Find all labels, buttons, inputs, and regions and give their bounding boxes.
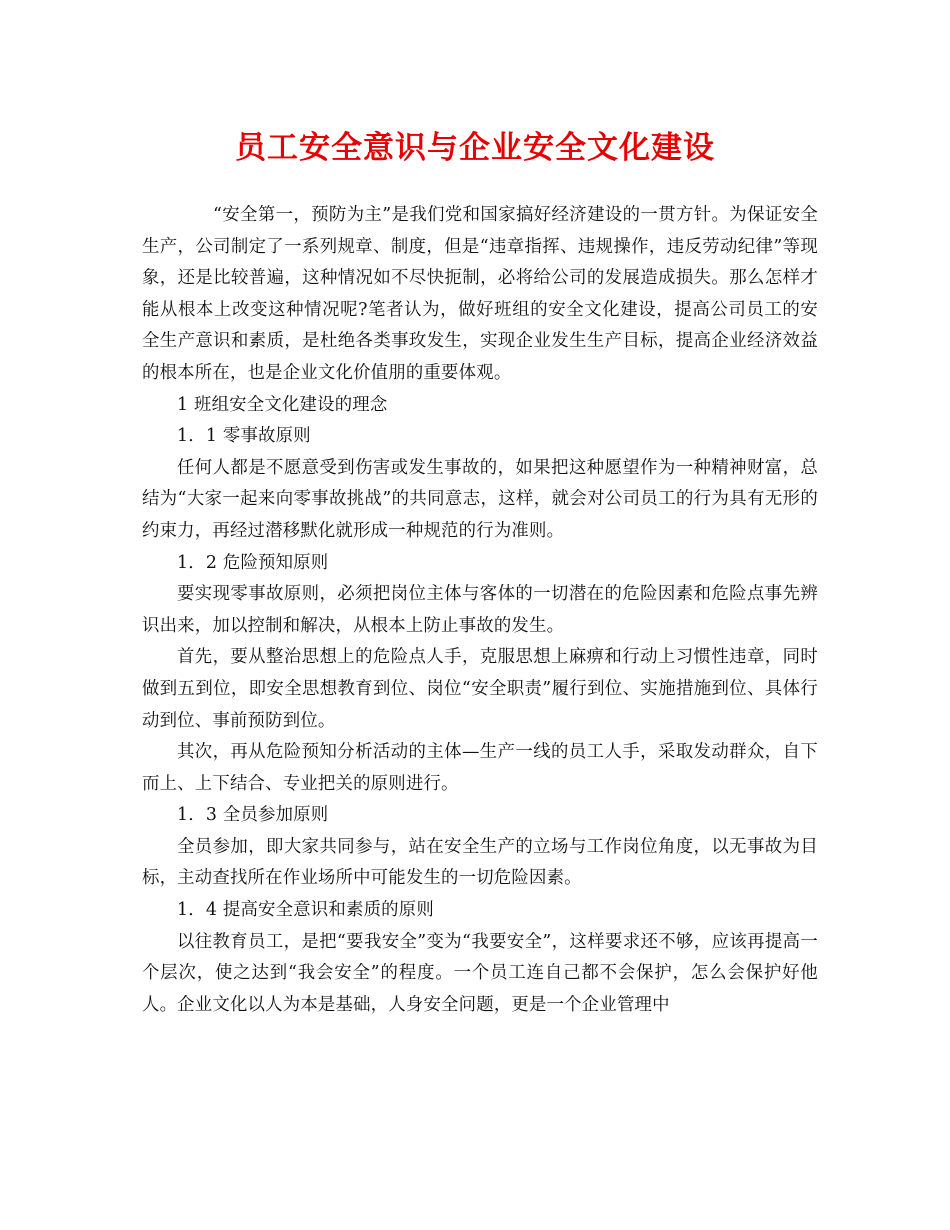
paragraph: 其次，再从危险预知分析活动的主体—生产一线的员工人手，采取发动群众，自下而上、上下结合、专业把关的原则进行。 — [142, 742, 818, 794]
subsection-heading-1-3: 1．3 全员参加原则 — [177, 805, 329, 826]
paragraph: 任何人都是不愿意受到伤害或发生事故的，如果把这种愿望作为一种精神财富，总结为“大家一起来向零事故挑战”的共同意志，这样，就会对公司员工的行为具有无形的约束力，再经过潜移默化就形成一种规范的行为准则。 — [142, 457, 818, 541]
document-body — [142, 200, 818, 1021]
subsection-heading-1-2: 1．2 危险预知原则 — [177, 552, 329, 573]
section-heading-1: 1 班组安全文化建设的理念 — [177, 394, 388, 415]
paragraph-intro: “安全第一，预防为主”是我们党和国家搞好经济建设的一贯方针。为保证安全生产，公司制定了一系列规章、制度，但是“违章指挥、违规操作，违反劳动纪律”等现象，还是比较普遍，这种情况如不尽快扼制，必将给公司的发展造成损失。那么怎样才能从根本上改变这种情况呢?笔者认为，做好班组的安全文化建设，提高公司员工的安全生产意识和素质，是杜绝各类事玫发生，实现企业发生生产目标，提高企业经济效益的根本所在，也是企业文化价值朋的重要体观。 — [142, 205, 818, 383]
subsection-heading-1-1: 1．1 零事故原则 — [177, 426, 311, 447]
document-title: 员工安全意识与企业安全文化建设 — [235, 130, 715, 166]
paragraph: 全员参加，即大家共同参与，站在安全生产的立场与工作岗位角度，以无事故为目标，主动查找所在作业场所中可能发生的一切危险因素。 — [142, 836, 818, 889]
paragraph: 首先，要从整治思想上的危险点人手，克服思想上麻痹和行动上习惯性违章，同时做到五到位，即安全思想教育到位、岗位“安全职责”履行到位、实施措施到位、具体行动到位、事前预防到位。 — [142, 647, 818, 731]
paragraph: 要实现零事故原则，必须把岗位主体与客体的一切潜在的危险因素和危险点事先辨识出来，加以控制和解决，从根本上防止事故的发生。 — [142, 584, 818, 636]
paragraph: 以往教育员工，是把“要我安全”变为“我要安全”，这样要求还不够，应该再提高一个层次，使之达到“我会安全”的程度。一个员工连自己都不会保护，怎么会保护好他人。企业文化以人为本是基础，人身安全问题，更是一个企业管理中 — [142, 931, 818, 1015]
subsection-heading-1-4: 1．4 提高安全意识和素质的原则 — [177, 900, 434, 921]
